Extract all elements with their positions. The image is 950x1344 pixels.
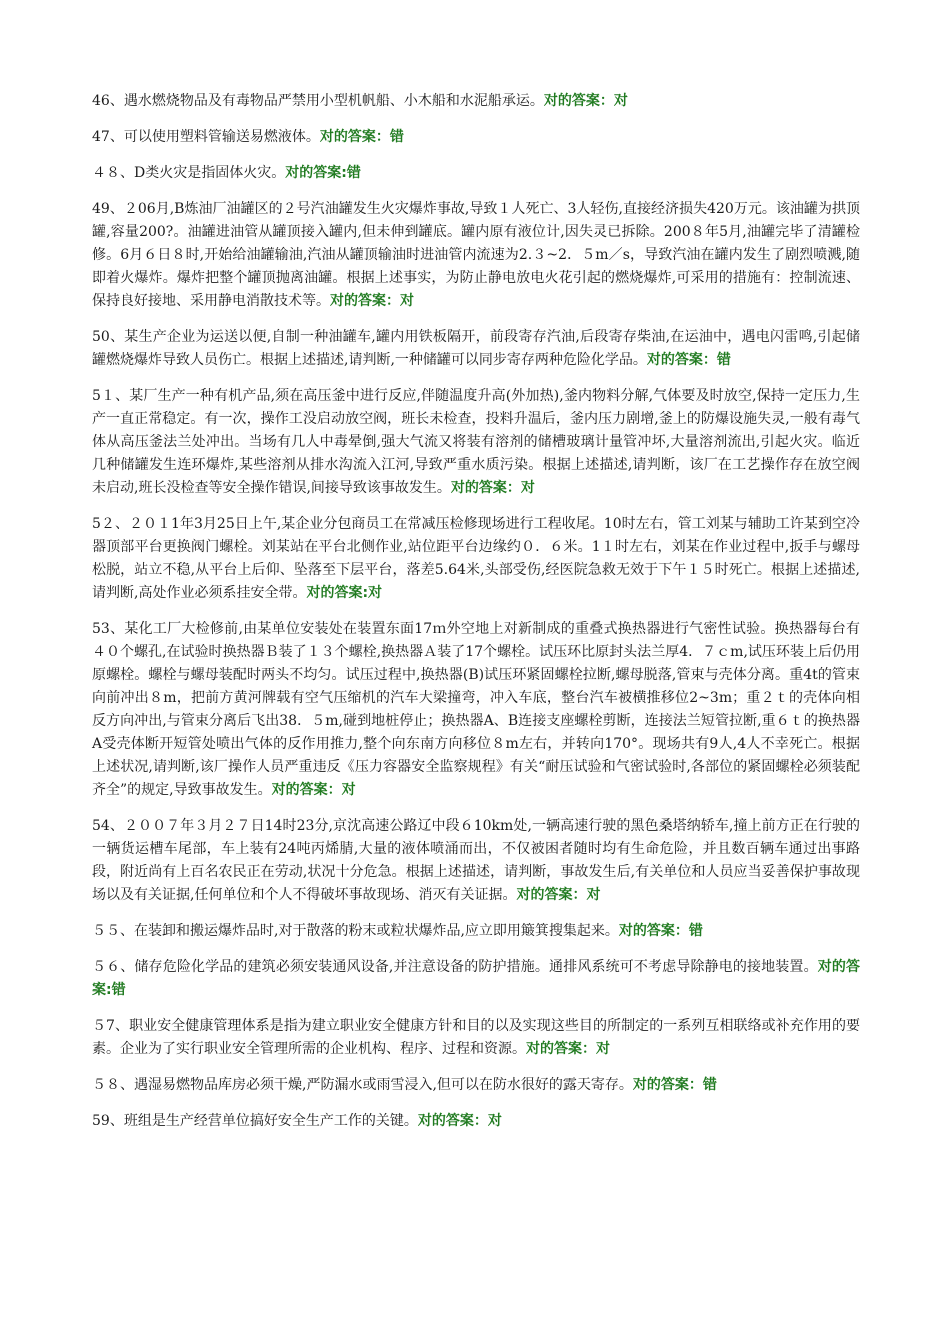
question-57 — [92, 1015, 860, 1061]
answer-label: 对的答案:对 — [306, 585, 383, 601]
answer-label: 对的答案：对 — [516, 887, 601, 903]
answer-label: 对的答案：对 — [543, 93, 628, 109]
question-47 — [92, 126, 860, 149]
question-text: 59、班组是生产经营单位搞好安全生产工作的关键。 — [92, 1113, 418, 1129]
question-text: ５7、职业安全健康管理体系是指为建立职业安全健康方针和目的以及实现这些目的所制定的一系列互相联络或补充作用的要素。企业为了实行职业安全管理所需的企业机构、程序、过程和资源。 — [92, 1018, 860, 1057]
question-text: ５５、在装卸和搬运爆炸品时,对于散落的粉末或粒状爆炸品,应立即用簸箕搜集起来。 — [92, 923, 619, 939]
answer-label: 对的答案：对 — [417, 1113, 502, 1129]
question-51 — [92, 385, 860, 500]
question-50 — [92, 326, 860, 372]
answer-label: 对的答案：对 — [271, 782, 356, 798]
question-text: ５８、遇湿易燃物品库房必须干燥,严防漏水或雨雪浸入,但可以在防水很好的露天寄存。 — [92, 1077, 633, 1093]
question-49 — [92, 198, 860, 313]
question-56 — [92, 956, 860, 1002]
answer-label: 对的答案：错 — [319, 129, 404, 145]
answer-label: 对的答案：错 — [632, 1077, 717, 1093]
question-55 — [92, 920, 860, 943]
question-54 — [92, 815, 860, 907]
answer-label: 对的答案:错 — [92, 959, 860, 998]
question-52 — [92, 513, 860, 605]
answer-label: 对的答案：对 — [526, 1041, 610, 1057]
question-list — [92, 90, 860, 1146]
question-text: ４８、D类火灾是指固体火灾。 — [92, 165, 286, 181]
question-text: 53、某化工厂大检修前,由某单位安装处在装置东面17ｍ外空地上对新制成的重叠式换热器进行气密性试验。换热器每台有４０个螺孔,在试验时换热器Ｂ装了１３个螺栓,换热器Ａ装了17个螺栓。试压环比原封头法兰厚4．７ｃm,试压环装上后仍用原螺栓。螺栓与螺母装配时两头不均匀。试压过程中,换热器(B)试压环紧固螺栓拉断,螺母脱落,管束与壳体分离。重4t的管束向前冲出８m，把前方黄河牌载有空气压缩机的汽车大梁撞弯，冲入车底，整台汽车被横推移位2~3m；重２ｔ的壳体向相反方向冲出,与管束分离后飞出38．５m,碰到地桩停止；换热器A、B连接支座螺栓剪断，连接法兰短管拉断,重６ｔ的换热器A受壳体断开短管处喷出气体的反作用推力,整个向东南方向移位８m左右，并转向170°。现场共有9人,4人不幸死亡。根据上述状况,请判断,该厂操作人员严重违反《压力容器安全监察规程》有关“耐压试验和气密试验时,各部位的紧固螺栓必须装配齐全”的规定,导致事故发生。 — [92, 621, 860, 798]
question-text: 5１、某厂生产一种有机产品,须在高压釜中进行反应,伴随温度升高(外加热),釜内物料分解,气体要及时放空,保持一定压力,生产一直正常稳定。有一次，操作工没启动放空阀，班长未检查，投料升温后，釜内压力剧增,釜上的防爆设施失灵,一般有毒气体从高压釜法兰处冲出。当场有几人中毒晕倒,强大气流又将装有溶剂的储槽玻璃计量管冲坏,大量溶剂流出,引起火灾。临近几种储罐发生连环爆炸,某些溶剂从排水沟流入江河,导致严重水质污染。根据上述描述,请判断，该厂在工艺操作存在放空阀未启动,班长没检查等安全操作错误,间接导致该事故发生。 — [92, 388, 860, 496]
answer-label: 对的答案：对 — [450, 480, 535, 496]
question-text: 46、遇水燃烧物品及有毒物品严禁用小型机帆船、小木船和水泥船承运。 — [92, 93, 544, 109]
question-58 — [92, 1074, 860, 1097]
answer-label: 对的答案：对 — [330, 293, 414, 309]
question-48 — [92, 162, 860, 185]
question-46 — [92, 90, 860, 113]
answer-label: 对的答案：错 — [646, 352, 731, 368]
question-text: 47、可以使用塑料管输送易燃液体。 — [92, 129, 320, 145]
answer-label: 对的答案：错 — [618, 923, 703, 939]
question-text: 49、２06月,B炼油厂油罐区的２号汽油罐发生火灾爆炸事故,导致１人死亡、3人轻伤,直接经济损失420万元。该油罐为拱顶罐,容量200?。油罐进油管从罐顶接入罐内,但未伸到罐底。罐内原有液位计,因失灵已拆除。200８年5月,油罐完毕了清罐检修。6月６日８时,开始给油罐输油,汽油从罐顶输油时进油管内流速为2.３~2．５m／s，导致汽油在罐内发生了剧烈喷溅,随即着火爆炸。爆炸把整个罐顶抛离油罐。根据上述事实，为防止静电放电火花引起的燃烧爆炸,可采用的措施有：控制流速、保持良好接地、采用静电消散技术等。 — [92, 201, 860, 309]
question-text: 5２、２０１1年3月25日上午,某企业分包商员工在常减压检修现场进行工程收尾。10时左右，管工刘某与辅助工许某到空冷器顶部平台更换阀门螺栓。刘某站在平台北侧作业,站位距平台边缘约０．６米。1１时左右，刘某在作业过程中,扳手与螺母松脱，站立不稳,从平台上后仰、坠落至下层平台，落差5.64米,头部受伤,经医院急救无效于下午１５时死亡。根据上述描述,请判断,高处作业必须系挂安全带。 — [92, 516, 860, 601]
question-53 — [92, 618, 860, 802]
question-text: 50、某生产企业为运送以便,自制一种油罐车,罐内用铁板隔开，前段寄存汽油,后段寄存柴油,在运油中，遇电闪雷鸣,引起储罐燃烧爆炸导致人员伤亡。根据上述描述,请判断,一种储罐可以同步寄存两种危险化学品。 — [92, 329, 860, 368]
answer-label: 对的答案:错 — [285, 165, 361, 181]
question-text: 54、２００７年３月２７日14时23分,京沈高速公路辽中段６10km处,一辆高速行驶的黑色桑塔纳轿车,撞上前方正在行驶的一辆货运槽车尾部，车上装有24吨丙烯腈,大量的液体喷涌而出，不仅被困者随时均有生命危险，并且数百辆车通过出事路段，附近尚有上百名农民正在劳动,状况十分危急。根据上述描述，请判断，事故发生后,有关单位和人员应当妥善保护事故现场以及有关证据,任何单位和个人不得破坏事故现场、消灭有关证据。 — [92, 818, 860, 903]
question-59 — [92, 1110, 860, 1133]
question-text: ５６、储存危险化学品的建筑必须安装通风设备,并注意设备的防护措施。通排风系统可不考虑导除静电的接地装置。 — [92, 959, 818, 975]
